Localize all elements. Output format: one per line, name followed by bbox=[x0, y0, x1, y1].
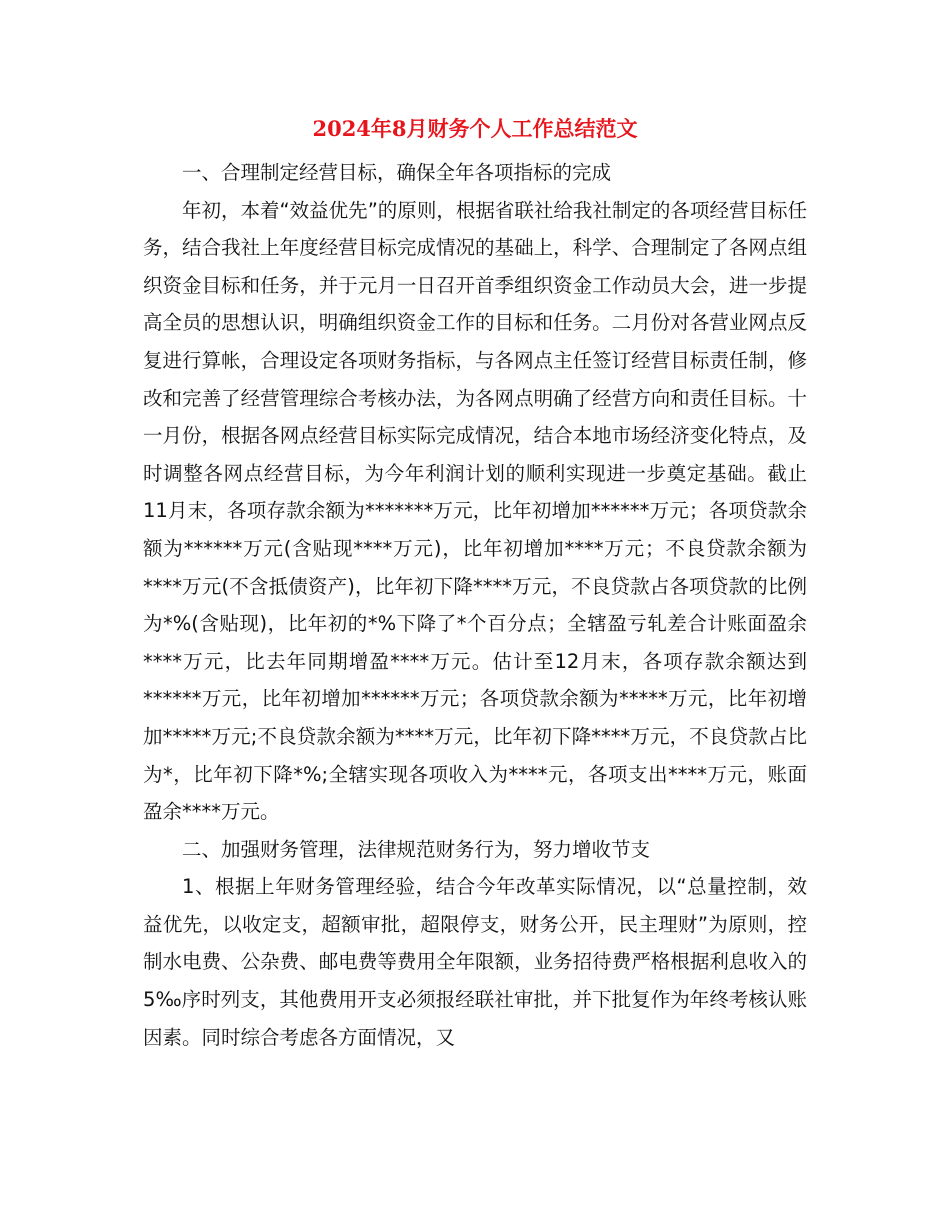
document-body bbox=[143, 154, 807, 1056]
section-heading-1: 一、合理制定经营目标，确保全年各项指标的完成 bbox=[182, 161, 612, 184]
section-heading-2: 二、加强财务管理，法律规范财务行为，努力增收节支 bbox=[182, 837, 651, 861]
document-title: 2024年8月财务个人工作总结范文 bbox=[312, 116, 638, 141]
body-paragraph-1: 年初，本着“效益优先”的原则，根据省联社给我社制定的各项经营目标任务，结合我社上年度经营目标完成情况的基础上，科学、合理制定了各网点组织资金目标和任务，并于元月一日召开首季组织资金工作动员大会，进一步提高全员的思想认识，明确组织资金工作的目标和任务。二月份对各营业网点反复进行算帐，合理设定各项财务指标，与各网点主任签订经营目标责任制，修改和完善了经营管理综合考核办法，为各网点明确了经营方向和责任目标。十一月份，根据各网点经营目标实际完成情况，结合本地市场经济变化特点，及时调整各网点经营目标，为今年利润计划的顺利实现进一步奠定基础。截止11月末，各项存款余额为*******万元，比年初增加******万元；各项贷款余额为******万元(含贴现****万元)，比年初增加****万元；不良贷款余额为****万元(不含抵债资产)，比年初下降****万元，不良贷款占各项贷款的比例为*%(含贴现)，比年初的*%下降了*个百分点；全辖盈亏轧差合计账面盈余****万元，比去年同期增盈****万元。估计至12月末，各项存款余额达到******万元，比年初增加******万元；各项贷款余额为*****万元，比年初增加*****万元;不良贷款余额为****万元，比年初下降****万元，不良贷款占比为*，比年初下降*%;全辖实现各项收入为****元，各项支出****万元，账面盈余****万元。 bbox=[143, 198, 807, 824]
body-paragraph-2: 1、根据上年财务管理经验，结合今年改革实际情况，以“总量控制，效益优先，以收定支，超额审批，超限停支，财务公开，民主理财”为原则，控制水电费、公杂费、邮电费等费用全年限额，业务招待费严格根据利息收入的5‰序时列支，其他费用开支必须报经联社审批，并下批复作为年终考核认账因素。同时综合考虑各方面情况，又 bbox=[143, 875, 807, 1049]
